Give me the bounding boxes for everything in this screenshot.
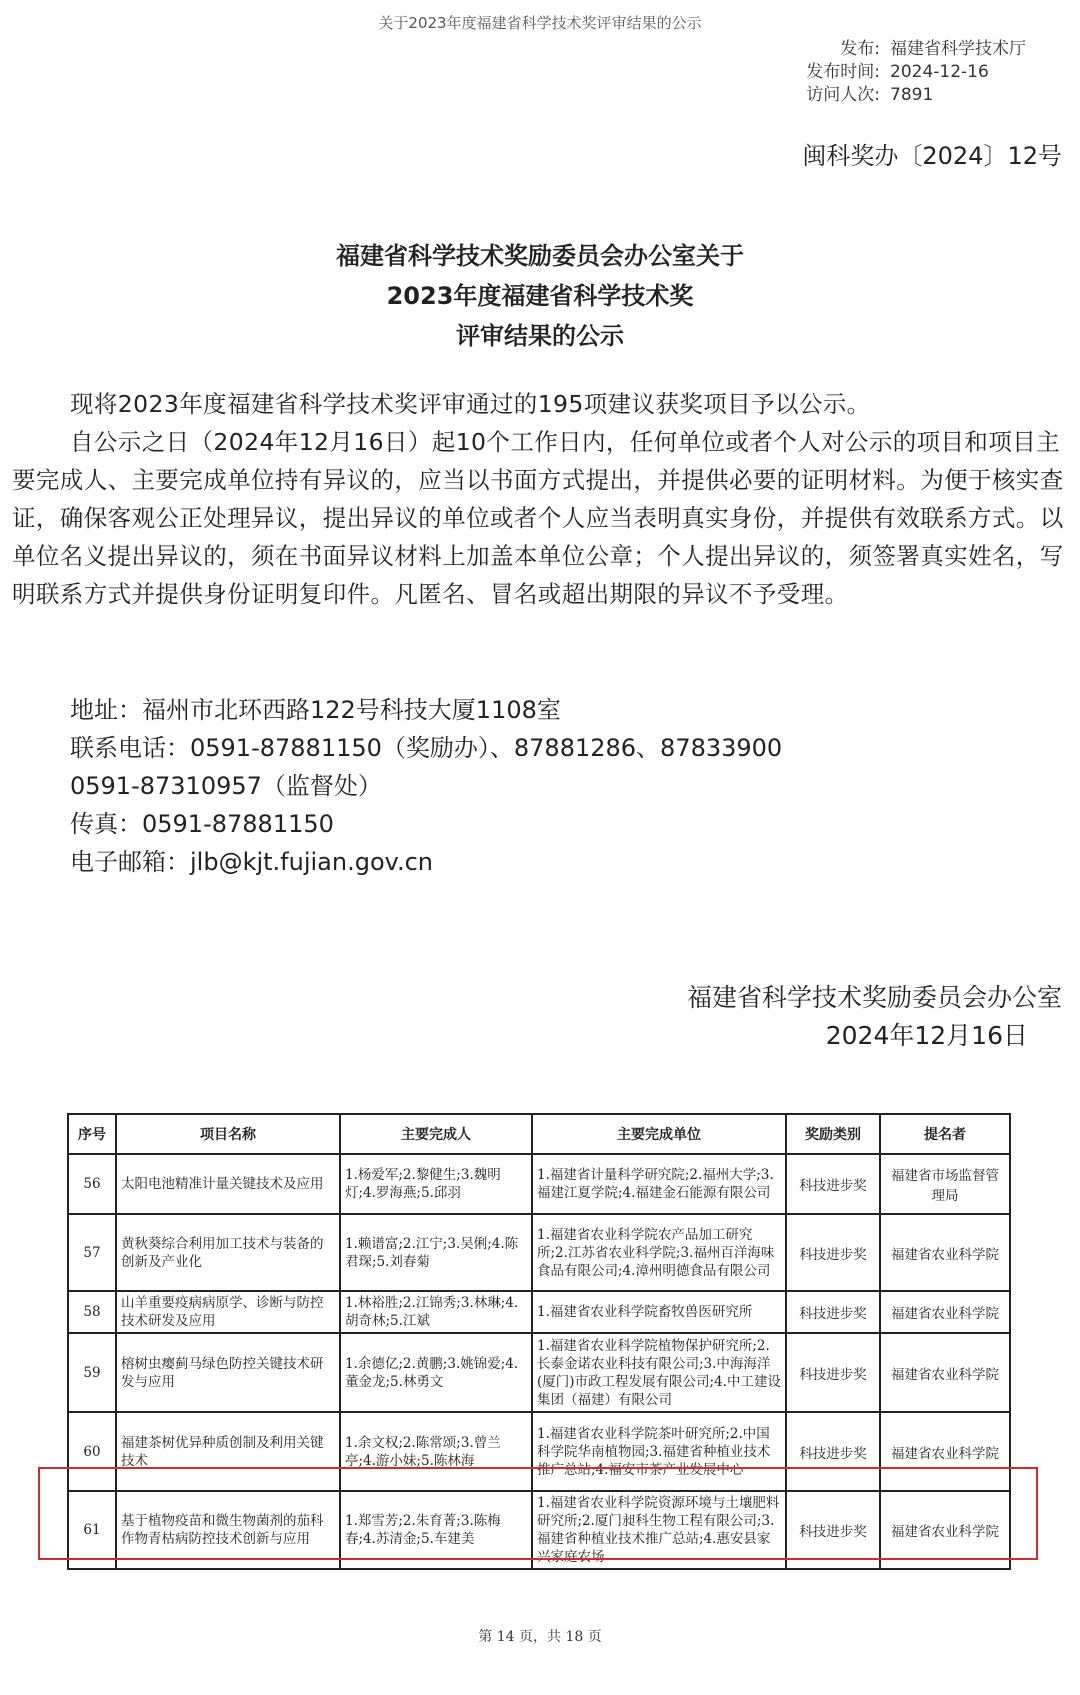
- doc-title-line-1: 福建省科学技术奖励委员会办公室关于: [336, 242, 744, 270]
- publisher-label: 发布:: [840, 39, 880, 59]
- table-row: [68, 1333, 1010, 1412]
- row-people: 1.余德亿;2.黄鹏;3.姚锦爱;4.董金龙;5.林勇文: [340, 1333, 532, 1412]
- doc-title-line-2: 2023年度福建省科学技术奖: [386, 282, 694, 310]
- row-units: 1.福建省计量科学研究院;2.福州大学;3.福建江夏学院;4.福建金石能源有限公司: [532, 1154, 786, 1214]
- contact-phone: 联系电话：0591-87881150（奖励办）、87881286、87833900: [70, 734, 783, 762]
- row-units: 1.福建省农业科学院植物保护研究所;2.长泰金诺农业科技有限公司;3.中海海洋(厦门)市政工程发展有限公司;4.中工建设集团（福建）有限公司: [532, 1333, 786, 1412]
- contact-email: 电子邮箱：jlb@kjt.fujian.gov.cn: [70, 848, 434, 876]
- publisher-line: [800, 34, 1070, 59]
- body-paragraph-1: 现将2023年度福建省科学技术奖评审通过的195项建议获奖项目予以公示。: [70, 390, 871, 418]
- row-project-name: 基于植物疫苗和微生物菌剂的茄科作物青枯病防控技术创新与应用: [116, 1491, 340, 1569]
- row-nominator: 福建省农业科学院: [880, 1491, 1010, 1569]
- header-award-type: 奖励类别: [786, 1114, 880, 1154]
- table-row: [68, 1154, 1010, 1214]
- row-project-name: 榕树虫瘿蓟马绿色防控关键技术研发与应用: [116, 1333, 340, 1412]
- visits-line: [800, 80, 1070, 105]
- row-project-name: 福建茶树优异种质创制及利用关键技术: [116, 1412, 340, 1491]
- row-no: 61: [68, 1491, 116, 1569]
- row-nominator: 福建省市场监督管理局: [880, 1154, 1010, 1214]
- row-people: 1.林裕胜;2.江锦秀;3.林琳;4.胡奇林;5.江斌: [340, 1291, 532, 1333]
- row-no: 60: [68, 1412, 116, 1491]
- row-project-name: 山羊重要疫病病原学、诊断与防控技术研发及应用: [116, 1291, 340, 1333]
- table-row: [68, 1214, 1010, 1291]
- header-no: 序号: [68, 1114, 116, 1154]
- table-header-row: [68, 1114, 1010, 1154]
- header-project-name: 项目名称: [116, 1114, 340, 1154]
- row-award: 科技进步奖: [786, 1333, 880, 1412]
- row-units: 1.福建省农业科学院茶叶研究所;2.中国科学院华南植物园;3.福建省种植业技术推广总站;4.福安市茶产业发展中心: [532, 1412, 786, 1491]
- row-no: 57: [68, 1214, 116, 1291]
- row-nominator: 福建省农业科学院: [880, 1333, 1010, 1412]
- publisher-value: 福建省科学技术厅: [890, 39, 1026, 59]
- row-award: 科技进步奖: [786, 1491, 880, 1569]
- row-nominator: 福建省农业科学院: [880, 1412, 1010, 1491]
- row-nominator: 福建省农业科学院: [880, 1214, 1010, 1291]
- visits-value: 7891: [890, 85, 934, 105]
- row-award: 科技进步奖: [786, 1291, 880, 1333]
- contact-phone-supervision: 0591-87310957（监督处）: [70, 772, 382, 800]
- page-footer: 第 14 页，共 18 页: [478, 1629, 602, 1645]
- row-units: 1.福建省农业科学院畜牧兽医研究所: [532, 1291, 786, 1333]
- row-no: 59: [68, 1333, 116, 1412]
- document-number: 闽科奖办〔2024〕12号: [802, 142, 1062, 170]
- signature-org: 福建省科学技术奖励委员会办公室: [686, 983, 1062, 1012]
- row-units: 1.福建省农业科学院农产品加工研究所;2.江苏省农业科学院;3.福州百洋海味食品有限公司;4.漳州明德食品有限公司: [532, 1214, 786, 1291]
- row-no: 56: [68, 1154, 116, 1214]
- row-people: 1.郑雪芳;2.朱育菁;3.陈梅春;4.苏清金;5.车建美: [340, 1491, 532, 1569]
- body-paragraph-2: 自公示之日（2024年12月16日）起10个工作日内，任何单位或者个人对公示的项目和项目主要完成人、主要完成单位持有异议的，应当以书面方式提出，并提供必要的证明材料。为便于核实查证，确保客观公正处理异议，提出异议的单位或者个人应当表明真实身份，并提供有效联系方式。以单位名义提出异议的，须在书面异议材料上加盖本单位公章；个人提出异议的，须签署真实姓名，写明联系方式并提供身份证明复印件。凡匿名、冒名或超出期限的异议不予受理。: [12, 428, 1064, 608]
- row-people: 1.赖谱富;2.江宁;3.吴俐;4.陈君琛;5.刘春菊: [340, 1214, 532, 1291]
- row-no: 58: [68, 1291, 116, 1333]
- row-nominator: 福建省农业科学院: [880, 1291, 1010, 1333]
- page-header-title: 关于2023年度福建省科学技术奖评审结果的公示: [378, 14, 702, 32]
- publish-date-value: 2024-12-16: [890, 62, 989, 82]
- contact-address: 地址：福州市北环西路122号科技大厦1108室: [70, 696, 561, 724]
- row-award: 科技进步奖: [786, 1154, 880, 1214]
- row-award: 科技进步奖: [786, 1214, 880, 1291]
- visits-label: 访问人次:: [806, 85, 880, 105]
- row-people: 1.余文权;2.陈常颂;3.曾兰亭;4.游小妹;5.陈林海: [340, 1412, 532, 1491]
- header-main-units: 主要完成单位: [532, 1114, 786, 1154]
- doc-title-line-3: 评审结果的公示: [456, 322, 624, 350]
- row-highlight-box: [38, 1467, 1038, 1560]
- publish-date-label: 发布时间:: [806, 62, 880, 82]
- contact-fax: 传真：0591-87881150: [70, 810, 334, 838]
- row-units: 1.福建省农业科学院资源环境与土壤肥料研究所;2.厦门昶科生物工程有限公司;3.福建省种植业技术推广总站;4.惠安县家兴家庭农场: [532, 1491, 786, 1569]
- row-project-name: 黄秋葵综合利用加工技术与装备的创新及产业化: [116, 1214, 340, 1291]
- row-project-name: 太阳电池精准计量关键技术及应用: [116, 1154, 340, 1214]
- header-nominator: 提名者: [880, 1114, 1010, 1154]
- table-row: [68, 1291, 1010, 1333]
- row-people: 1.杨爱军;2.黎健生;3.魏明灯;4.罗海燕;5.邱羽: [340, 1154, 532, 1214]
- publish-date-line: [800, 57, 1070, 82]
- signature-date: 2024年12月16日: [825, 1021, 1028, 1050]
- row-award: 科技进步奖: [786, 1412, 880, 1491]
- header-main-people: 主要完成人: [340, 1114, 532, 1154]
